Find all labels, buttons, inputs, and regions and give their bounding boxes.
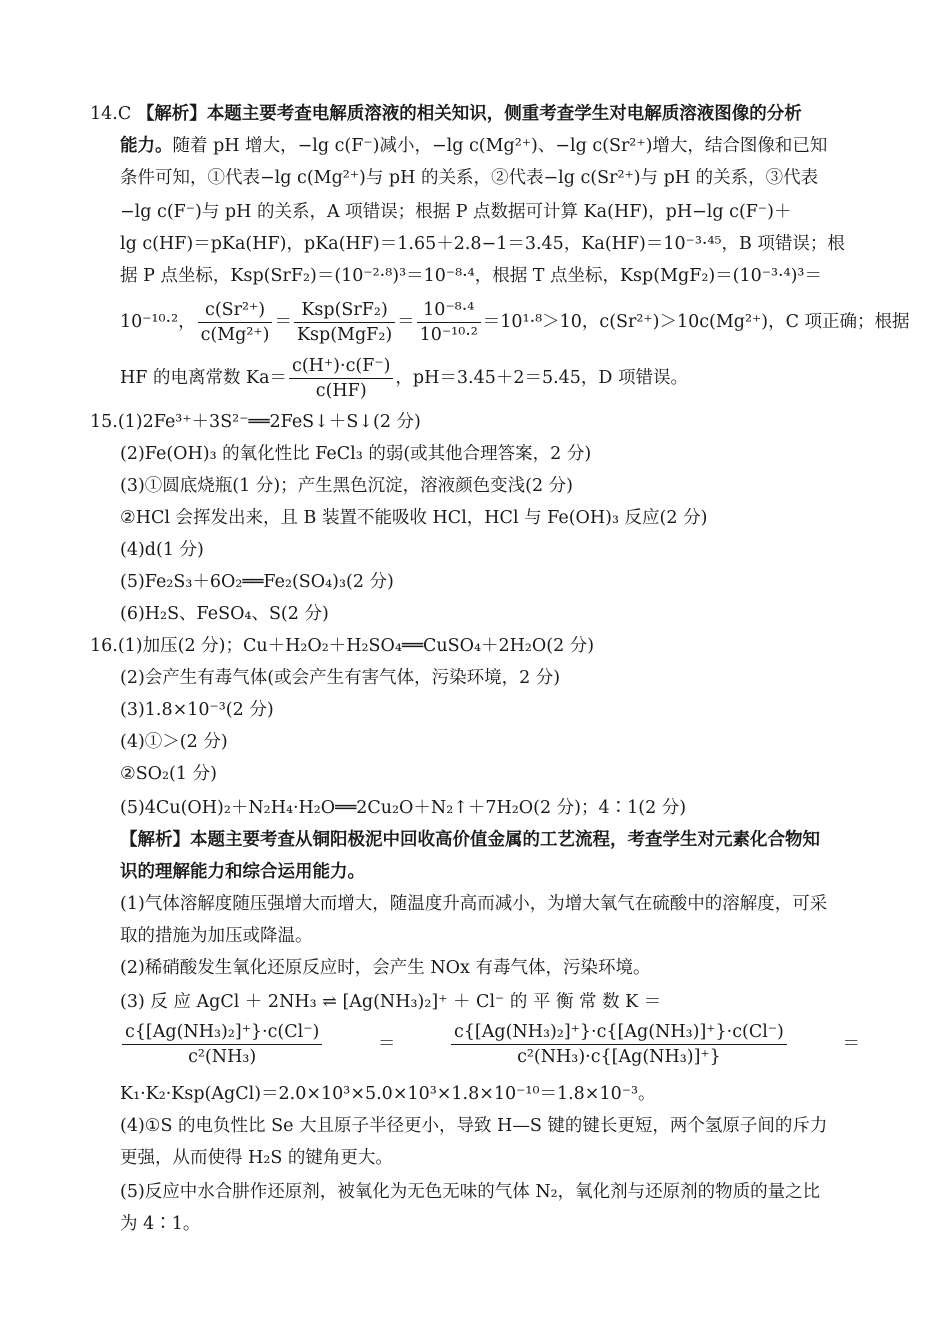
fraction-denominator: c(Mg²⁺) [200, 325, 270, 345]
q14-intro: 本题主要考查电解质溶液的相关知识，侧重考查学生对电解质溶液图像的分析 [206, 104, 802, 124]
q14-line-5: lg c(HF)＝pKa(HF)，pKa(HF)＝1.65＋2.8−1＝3.45，Ka(HF)＝10⁻³·⁴⁵，B 项错误；根 [120, 234, 845, 254]
q16-analysis-1b: 取的措施为加压或降温。 [120, 926, 313, 946]
fraction-denominator: c²(NH₃)·c{[Ag(NH₃)]⁺} [517, 1046, 721, 1067]
equals-sign: ＝ [377, 1034, 396, 1054]
q15-item: ②HCl 会挥发出来，且 B 装置不能吸收 HCl，HCl 与 Fe(OH)₃ 反应(2 分) [120, 508, 708, 528]
fraction-ksp [294, 298, 395, 347]
fraction-k-expression [122, 1020, 322, 1069]
q16-analysis-5: (5)反应中水合肼作还原剂，被氧化为无色无味的气体 N₂，氧化剂与还原剂的物质的量之比 [120, 1182, 821, 1202]
q16-item: (3)1.8×10⁻³(2 分) [120, 700, 274, 720]
fraction-numerator: c(H⁺)·c(F⁻) [289, 354, 393, 379]
equals-sign: ＝ [397, 312, 415, 332]
q15-number: 15. [90, 412, 118, 432]
q16-analysis-3-result: K₁·K₂·Ksp(AgCl)＝2.0×10³×5.0×10³×1.8×10⁻¹⁰＝1.8×10⁻³。 [120, 1084, 656, 1104]
q16-item: (2)会产生有毒气体(或会产生有害气体，污染环境，2 分) [120, 668, 561, 688]
fraction-ka [289, 354, 393, 403]
q16-item: (1)加压(2 分)；Cu＋H₂O₂＋H₂SO₄══CuSO₄＋2H₂O(2 分) [117, 636, 595, 656]
fraction-numerator: c{[Ag(NH₃)₂]⁺}·c(Cl⁻) [122, 1020, 322, 1045]
q16-item: (4)①＞(2 分) [120, 732, 228, 752]
q16-analysis-4: (4)①S 的电负性比 Se 大且原子半径更小，导致 H—S 键的键长更短，两个氢原子间的斥力 [120, 1116, 828, 1136]
q16-analysis-2: (2)稀硝酸发生氧化还原反应时，会产生 NOx 有毒气体，污染环境。 [120, 958, 651, 978]
q14-number: 14. [90, 104, 118, 124]
q14-line-2 [120, 130, 860, 162]
q14-line-8 [120, 348, 860, 408]
fraction-denominator: c²(NH₃) [188, 1046, 257, 1067]
q16-analysis-5b: 为 4∶1。 [120, 1214, 201, 1234]
q16-analysis-3-fractions [120, 1014, 860, 1074]
q14-analysis-tag: 【解析】 [136, 104, 207, 124]
q16-line-1 [90, 630, 860, 662]
q16-analysis-intro: 本题主要考查从铜阳极泥中回收高价值金属的工艺流程，考查学生对元素化合物知 [190, 830, 820, 850]
q15-item: (2)Fe(OH)₃ 的氧化性比 FeCl₃ 的弱(或其他合理答案，2 分) [120, 444, 592, 464]
q16-analysis-4b: 更强，从而使得 H₂S 的键角更大。 [120, 1148, 393, 1168]
q14-intro-2: 能力。 [120, 136, 173, 156]
equals-sign: ＝ [274, 312, 292, 332]
fraction-numerator: c(Sr²⁺) [198, 298, 273, 323]
q15-item: (4)d(1 分) [120, 540, 204, 560]
q16-analysis-line-1 [120, 824, 860, 856]
q15-item: (6)H₂S、FeSO₄、S(2 分) [120, 604, 329, 624]
q14-line-7-start: 10⁻¹⁰·²， [120, 312, 196, 332]
q14-line-7-end: ＝10¹·⁸＞10，c(Sr²⁺)＞10c(Mg²⁺)，C 项正确；根据 [482, 312, 910, 332]
fraction-denominator: c(HF) [315, 381, 367, 401]
q15-item: (5)Fe₂S₃＋6O₂══Fe₂(SO₄)₃(2 分) [120, 572, 394, 592]
q15-line-1 [90, 406, 860, 438]
q14-line-4: −lg c(F⁻)与 pH 的关系，A 项错误；根据 P 点数据可计算 Ka(HF)，pH−lg c(F⁻)＋ [120, 202, 792, 222]
q14-line-3: 条件可知，①代表−lg c(Mg²⁺)与 pH 的关系，②代表−lg c(Sr²⁺)与 pH 的关系，③代表 [120, 168, 819, 188]
q16-analysis-intro-2: 识的理解能力和综合运用能力。 [120, 862, 365, 882]
fraction-powers [417, 298, 481, 347]
q15-item: (1)2Fe³⁺＋3S²⁻══2FeS↓＋S↓(2 分) [117, 412, 421, 432]
q16-analysis-tag: 【解析】 [120, 830, 190, 850]
q16-number: 16. [90, 636, 118, 656]
q16-analysis-1: (1)气体溶解度随压强增大而增大，随温度升高而减小，为增大氧气在硫酸中的溶解度，可采 [120, 894, 828, 914]
fraction-denominator: Ksp(MgF₂) [296, 325, 393, 345]
q14-line-7 [120, 292, 910, 352]
q14-line-2-text: 随着 pH 增大，−lg c(F⁻)减小，−lg c(Mg²⁺)、−lg c(Sr²⁺)增大，结合图像和已知 [172, 136, 828, 156]
fraction-numerator: c{[Ag(NH₃)₂]⁺}·c{[Ag(NH₃)]⁺}·c(Cl⁻) [451, 1020, 787, 1045]
equals-sign: ＝ [842, 1034, 860, 1054]
q15-item: (3)①圆底烧瓶(1 分)；产生黑色沉淀，溶液颜色变浅(2 分) [120, 476, 573, 496]
fraction-k-expanded [451, 1020, 787, 1069]
q14-line-6: 据 P 点坐标，Ksp(SrF₂)＝(10⁻²·⁸)³＝10⁻⁸·⁴，根据 T 点坐标，Ksp(MgF₂)＝(10⁻³·⁴)³＝ [120, 266, 822, 286]
q16-analysis-3: (3) 反 应 AgCl ＋ 2NH₃ ⇌ [Ag(NH₃)₂]⁺ ＋ Cl⁻ 的 平 衡 常 数 K ＝ [120, 992, 662, 1012]
q14-line-8-start: HF 的电离常数 Ka＝ [120, 368, 288, 388]
fraction-denominator: 10⁻¹⁰·² [419, 325, 478, 345]
fraction-numerator: Ksp(SrF₂) [294, 298, 395, 323]
q14-answer: C [117, 104, 132, 124]
q16-item: (5)4Cu(OH)₂＋N₂H₄·H₂O══2Cu₂O＋N₂↑＋7H₂O(2 分)；4∶1(2 分) [120, 798, 687, 818]
q14-line-8-end: ，pH＝3.45＋2＝5.45，D 项错误。 [395, 368, 689, 388]
fraction-numerator: 10⁻⁸·⁴ [417, 298, 481, 323]
q14-line-1 [90, 98, 860, 130]
fraction-sr-over-mg [198, 298, 273, 347]
q16-item: ②SO₂(1 分) [120, 764, 217, 784]
